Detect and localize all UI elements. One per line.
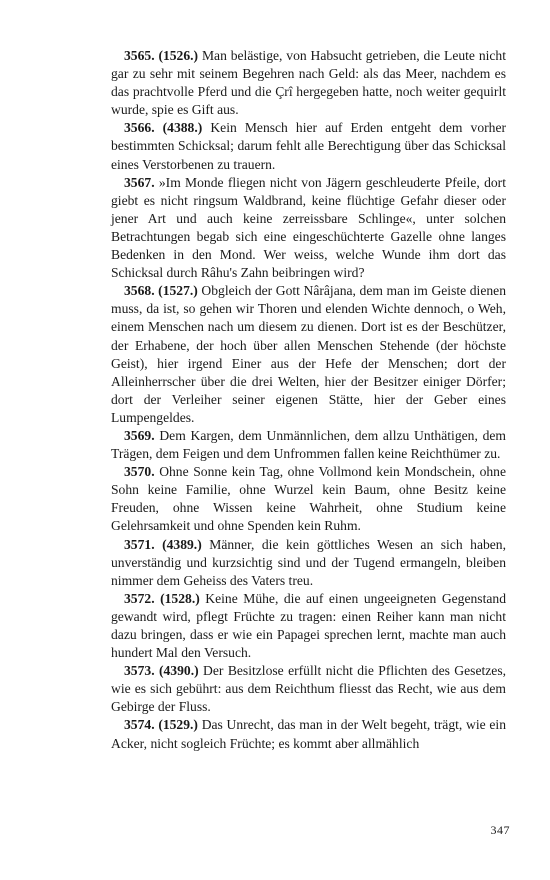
- page-body: [111, 47, 506, 753]
- entry-3569: [111, 427, 506, 463]
- entry-number: 3567.: [124, 174, 155, 190]
- entry-text: Kein Mensch hier auf Erden entgeht dem vorher bestimmten Schicksal; darum fehlt alle Berechtigung über das Schicksal eines Verstorbenen zu trauern.: [111, 120, 507, 172]
- entry-text: Dem Kargen, dem Unmännlichen, dem allzu Unthätigen, dem Trägen, dem Feigen und dem Unfrommen fallen keine Reichthümer zu.: [111, 427, 506, 462]
- entry-3566: [111, 119, 506, 173]
- entry-3572: [111, 590, 506, 662]
- entry-text: Das Unrecht, das man in der Welt begeht, trägt, wie ein Acker, nicht sogleich Früchte; es kommt aber allmählich: [111, 717, 506, 751]
- entry-number: 3574. (1529.): [124, 717, 198, 733]
- entry-number: 3566. (4388.): [124, 120, 203, 136]
- entry-3567: [111, 174, 506, 283]
- entry-3570: [111, 463, 506, 535]
- entry-3574: [111, 716, 506, 752]
- entry-number: 3572. (1528.): [124, 590, 200, 606]
- entry-number: 3568. (1527.): [124, 283, 198, 299]
- entry-text: Männer, die kein göttliches Wesen an sich haben, unverständig und kurzsichtig sind und der Tugend ermangeln, bleiben nimmer dem Geheiss des Vaters treu.: [111, 536, 506, 588]
- entry-number: 3569.: [124, 427, 155, 443]
- entry-text: Der Besitzlose erfüllt nicht die Pflichten des Gesetzes, wie es sich gebührt: aus dem Reichthum fliesst das Recht, wie aus dem Gebirge der Fluss.: [111, 663, 507, 715]
- entry-text: Ohne Sonne kein Tag, ohne Vollmond kein Mondschein, ohne Sohn keine Familie, ohne Wurzel kein Baum, ohne Besitz keine Freuden, ohne Wissen keine Wahrheit, ohne Studium keine Gelehrsamkeit und ohne Spenden kein Ruhm.: [111, 464, 506, 534]
- entry-number: 3573. (4390.): [124, 663, 199, 679]
- entry-text: »Im Monde fliegen nicht von Jägern geschleuderte Pfeile, dort giebt es nicht ringsum Waldbrand, keine flüchtige Gefahr dieser oder jener Art und auch keine zerreissbare Schlinge«, unter solchen Betrachtungen begab sich eine eingeschüchterte Gazelle ohne langes Bedenken in den Mond. Wer weiss, welche Wunde ihm dort das Schicksal durch Râhu's Zahn beibringen wird?: [111, 174, 506, 281]
- entry-number: 3570.: [124, 464, 155, 480]
- entry-number: 3571. (4389.): [124, 536, 202, 552]
- entry-text: Obgleich der Gott Nârâjana, dem man im Geiste dienen muss, da ist, so gehen wir Thoren und elenden Wichte dennoch, o Weh, einem Menschen nach um diesem zu dienen. Dort ist es der Beschützer, der Erhabene, der hoch über allen Menschen Stehende (der höchste Geist), hier irgend Einer aus der Hefe der Menschen; dort der Alleinherrscher über die drei Welten, hier der Besitzer einiger Dörfer; dort der Verleiher seiner eigenen Stätte, hier der Geber eines Lumpengeldes.: [111, 283, 506, 425]
- entry-3568: [111, 282, 506, 427]
- page-number: 347: [490, 823, 510, 837]
- entry-text: Man belästige, von Habsucht getrieben, die Leute nicht gar zu sehr mit seinem Begehren nach Geld: als das Meer, nachdem es das prachtvolle Pferd und die Çrî hergegeben hatte, noch weiter gequirlt wurde, spie es Gift aus.: [111, 48, 507, 118]
- entry-3573: [111, 662, 506, 716]
- entry-text: Keine Mühe, die auf einen ungeeigneten Gegenstand gewandt wird, pflegt Früchte zu tragen: einen Reiher kann man nicht dazu bringen, dass er wie ein Papagei sprechen lernt, machte man auch hundert Mal den Versuch.: [111, 590, 507, 661]
- entry-number: 3565. (1526.): [124, 48, 199, 63]
- entry-3571: [111, 536, 506, 590]
- entry-3565: [111, 47, 506, 119]
